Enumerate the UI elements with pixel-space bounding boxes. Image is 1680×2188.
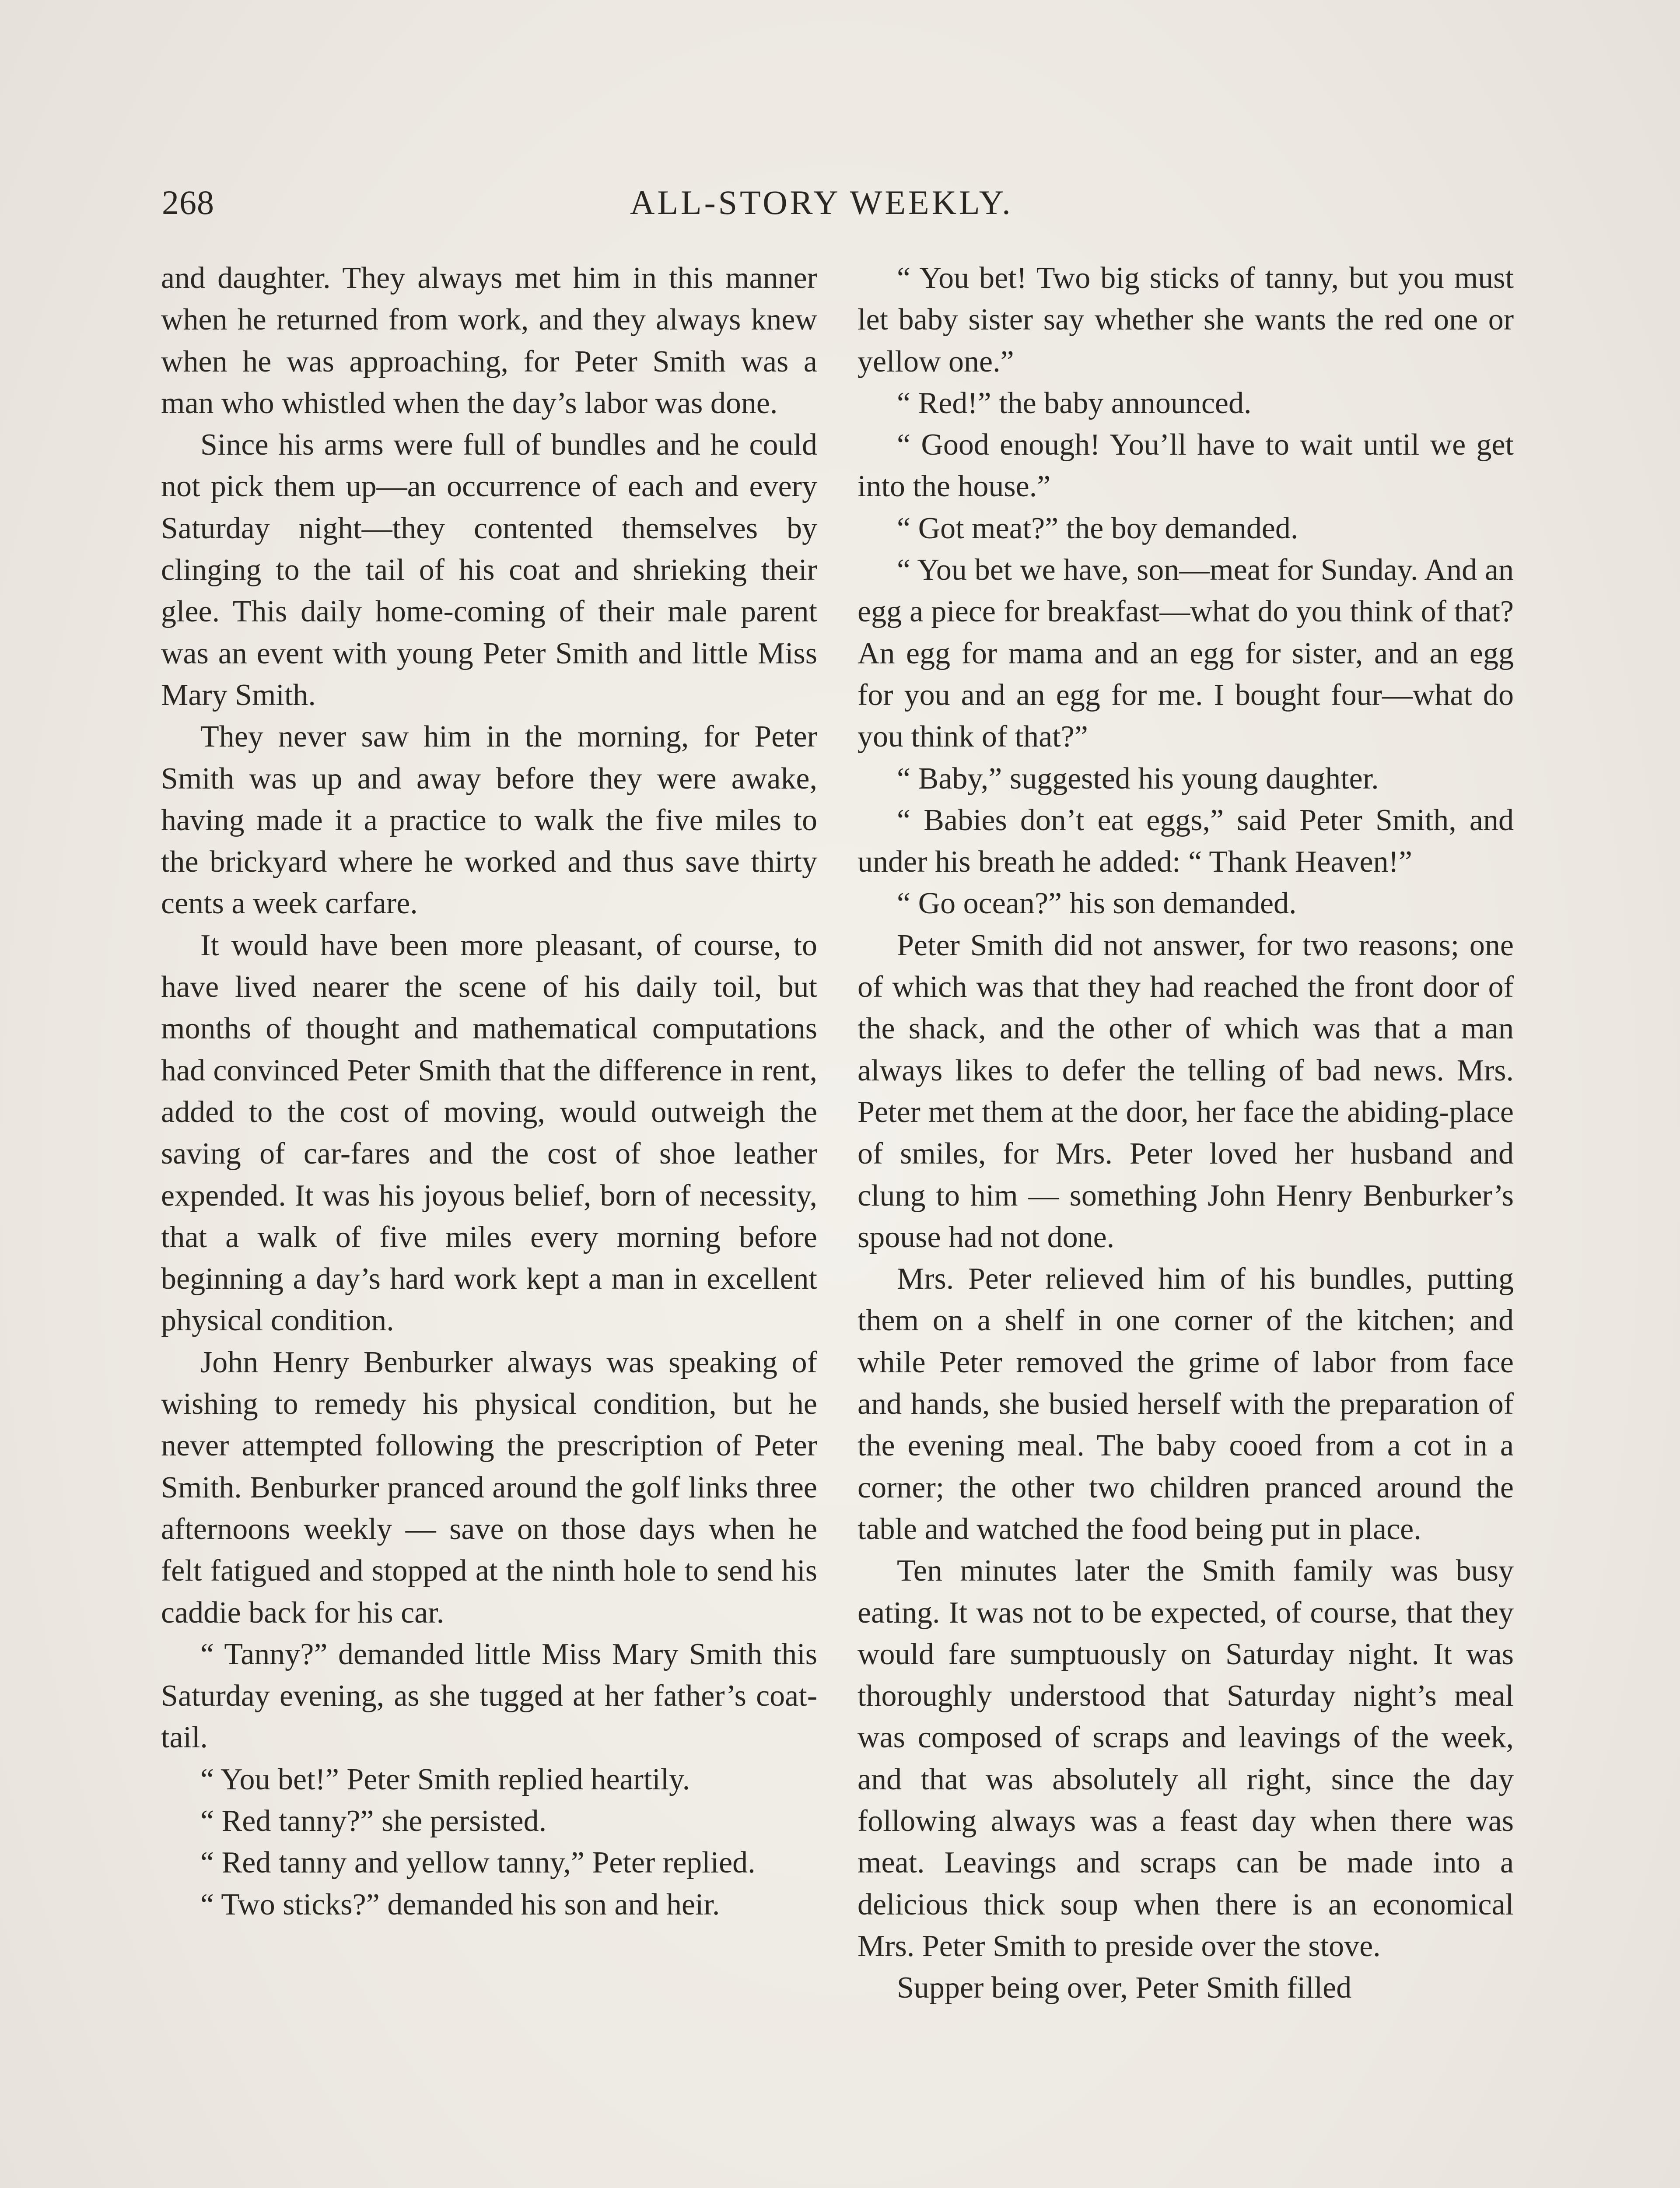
paragraph: “ Red tanny and yellow tanny,” Peter replied. — [200, 1846, 756, 1880]
paragraph: and daughter. They always met him in this manner when he returned from work, and they always knew when he was approaching, for Peter Smith was a man who whistled when the day’s labor was done. — [161, 261, 817, 420]
paragraph: Peter Smith did not answer, for two reasons; one of which was that they had reached the front door of the shack, and the other of which was that a man always likes to defer the telling of bad news. Mrs. Peter met them at the door, her face the abiding-place of smiles, for Mrs. Peter loved her husband and clung to him — something John Henry Benburker’s spouse had not done. — [858, 928, 1514, 1254]
paragraph: “ Got meat?” the boy demanded. — [897, 511, 1298, 545]
paragraph: They never saw him in the morning, for Peter Smith was up and away before they were awake, having made it a practice to walk the five miles to the brickyard where he worked and thus save thirty cents a week carfare. — [161, 720, 817, 921]
paragraph: “ Good enough! You’ll have to wait until we get into the house.” — [858, 428, 1514, 504]
page-header — [162, 183, 1518, 235]
left-column — [161, 257, 817, 1925]
right-column — [858, 257, 1514, 2009]
page-number: 268 — [162, 183, 214, 221]
paragraph: Mrs. Peter relieved him of his bundles, putting them on a shelf in one corner of the kitchen; and while Peter removed the grime of labor from face and hands, she busied herself with the preparation of the evening meal. The baby cooed from a cot in a corner; the other two children pranced around the table and watched the food being put in place. — [858, 1262, 1514, 1546]
paragraph: Ten minutes later the Smith family was busy eating. It was not to be expected, of course, that they would fare sumptuously on Saturday night. It was thoroughly understood that Saturday night’s meal was composed of scraps and leavings of the week, and that was absolutely all right, since the day following always was a feast day when there was meat. Leavings and scraps can be made into a delicious thick soup when there is an economical Mrs. Peter Smith to preside over the stove. — [858, 1554, 1514, 1963]
paragraph: John Henry Benburker always was speaking of wishing to remedy his physical condition, but he never attempted following the prescription of Peter Smith. Benburker pranced around the golf links three afternoons weekly — save on those days when he felt fatigued and stopped at the ninth hole to send his caddie back for his car. — [161, 1345, 817, 1630]
paragraph: “ Baby,” suggested his young daughter. — [897, 761, 1379, 796]
running-title: ALL-STORY WEEKLY. — [630, 183, 1013, 221]
paragraph: “ Babies don’t eat eggs,” said Peter Smith, and under his breath he added: “ Thank Heaven!” — [858, 803, 1514, 879]
paragraph: “ Go ocean?” his son demanded. — [897, 887, 1297, 921]
paragraph: “ Red tanny?” she persisted. — [200, 1804, 547, 1838]
paragraph: “ Red!” the baby announced. — [897, 386, 1252, 420]
paragraph: “ You bet we have, son—meat for Sunday. And an egg a piece for breakfast—what do you think of that? An egg for mama and an egg for sister, and an egg for you and an egg for me. I bought four—what do you think of that?” — [858, 553, 1514, 754]
paragraph: “ You bet! Two big sticks of tanny, but you must let baby sister say whether she wants the red one or yellow one.” — [858, 261, 1514, 379]
paragraph: Since his arms were full of bundles and he could not pick them up—an occurrence of each and every Saturday night—they contented themselves by clinging to the tail of his coat and shrieking their glee. This daily home-coming of their male parent was an event with young Peter Smith and little Miss Mary Smith. — [161, 428, 817, 712]
paragraph: “ Tanny?” demanded little Miss Mary Smith this Saturday evening, as she tugged at her father’s coat-tail. — [161, 1637, 817, 1755]
paragraph: “ Two sticks?” demanded his son and heir. — [200, 1887, 720, 1922]
paragraph: “ You bet!” Peter Smith replied heartily. — [200, 1762, 690, 1796]
paragraph: It would have been more pleasant, of course, to have lived nearer the scene of his daily toil, but months of thought and mathematical computations had convinced Peter Smith that the difference in rent, added to the cost of moving, would outweigh the saving of car-fares and the cost of shoe leather expended. It was his joyous belief, born of necessity, that a walk of five miles every morning before beginning a day’s hard work kept a man in excellent physical condition. — [161, 928, 817, 1338]
paragraph: Supper being over, Peter Smith filled — [897, 1971, 1352, 2005]
